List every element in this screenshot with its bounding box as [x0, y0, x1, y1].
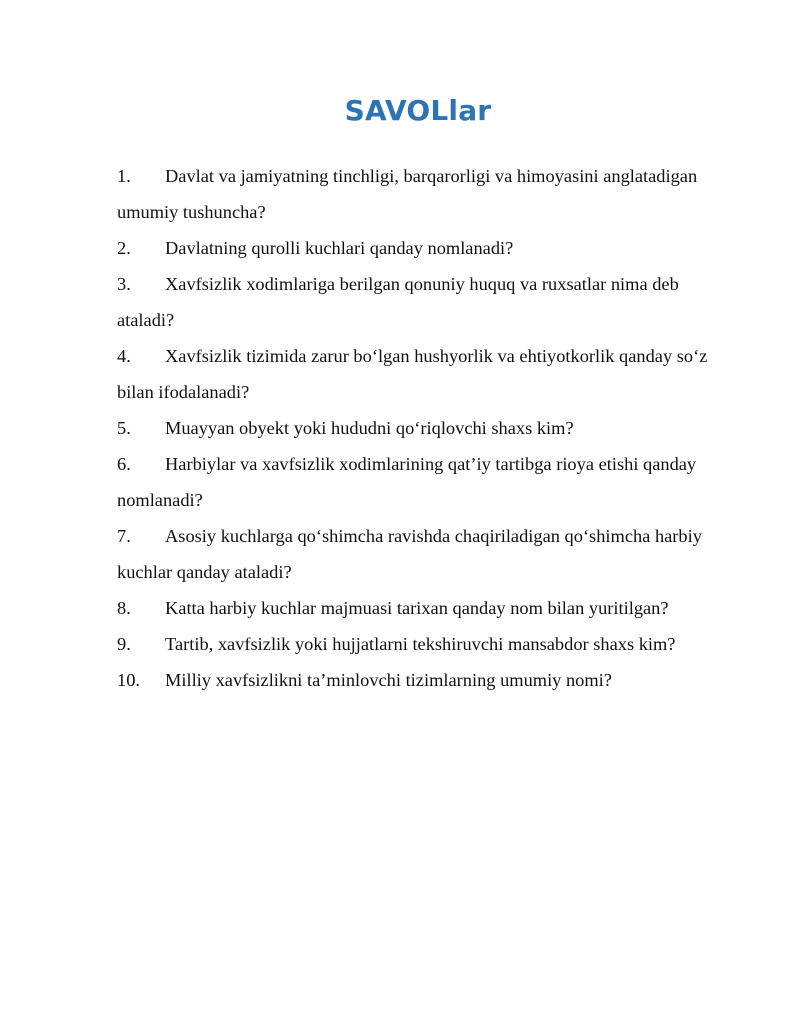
question-item — [117, 158, 722, 230]
question-text: Milliy xavfsizlikni ta’minlovchi tizimlarning umumiy nomi? — [165, 670, 612, 690]
question-item — [117, 590, 722, 626]
question-item — [117, 338, 722, 410]
page-title: SAVOLlar — [344, 94, 492, 127]
question-number: 5. — [117, 418, 131, 438]
question-number: 6. — [117, 454, 131, 474]
question-text: Davlatning qurolli kuchlari qanday nomlanadi? — [165, 238, 514, 258]
question-number: 10. — [117, 670, 140, 690]
question-text: Harbiylar va xavfsizlik xodimlarining qat’iy tartibga rioya etishi qanday nomlanadi? — [117, 454, 697, 510]
question-text: Xavfsizlik xodimlariga berilgan qonuniy huquq va ruxsatlar nima deb ataladi? — [117, 274, 679, 330]
question-text: Davlat va jamiyatning tinchligi, barqarorligi va himoyasini anglatadigan umumiy tushuncha? — [117, 166, 698, 222]
question-number: 8. — [117, 598, 131, 618]
question-list — [117, 158, 722, 698]
question-number: 1. — [117, 166, 131, 186]
question-number: 9. — [117, 634, 131, 654]
question-number: 7. — [117, 526, 131, 546]
question-item — [117, 446, 722, 518]
question-item — [117, 410, 722, 446]
question-number: 2. — [117, 238, 131, 258]
question-item — [117, 518, 722, 590]
question-item — [117, 230, 722, 266]
question-item — [117, 662, 722, 698]
question-number: 4. — [117, 346, 131, 366]
question-text: Tartib, xavfsizlik yoki hujjatlarni tekshiruvchi mansabdor shaxs kim? — [165, 634, 676, 654]
question-text: Muayyan obyekt yoki hududni qo‘riqlovchi shaxs kim? — [165, 418, 574, 438]
question-item — [117, 626, 722, 662]
question-text: Asosiy kuchlarga qo‘shimcha ravishda chaqiriladigan qo‘shimcha harbiy kuchlar qanday ataladi? — [117, 526, 702, 582]
question-text: Katta harbiy kuchlar majmuasi tarixan qanday nom bilan yuritilgan? — [165, 598, 669, 618]
question-text: Xavfsizlik tizimida zarur bo‘lgan hushyorlik va ehtiyotkorlik qanday so‘z bilan ifodalanadi? — [117, 346, 708, 402]
question-item — [117, 266, 722, 338]
question-number: 3. — [117, 274, 131, 294]
